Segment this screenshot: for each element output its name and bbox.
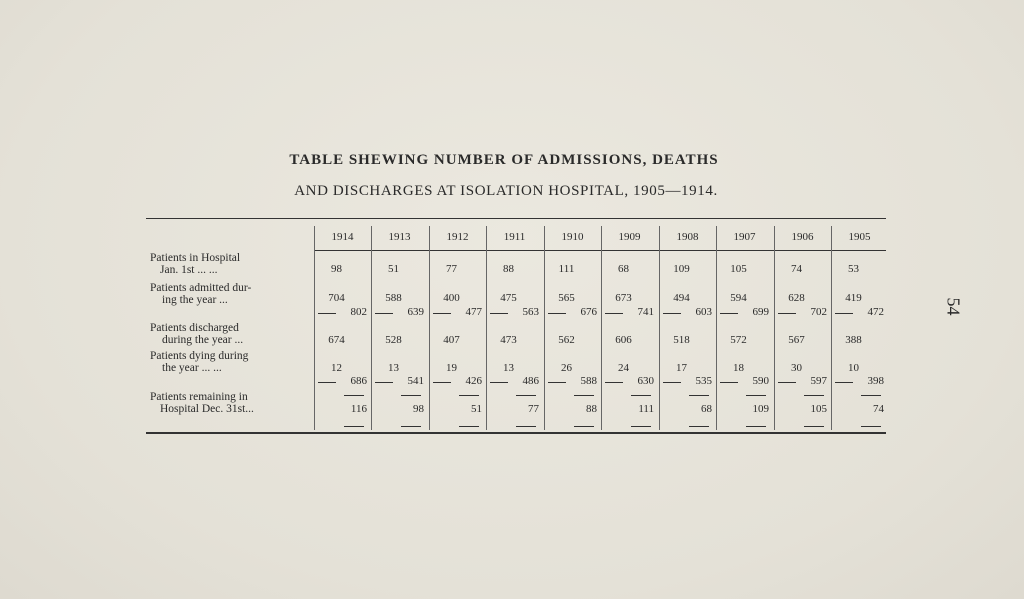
subtotal-dying: 541 <box>407 375 424 387</box>
subtotal-admitted: 472 <box>867 306 884 318</box>
cell-in_hospital: 98 <box>331 263 342 275</box>
subtotal-dash <box>778 382 796 383</box>
year-header: 1914 <box>331 231 354 243</box>
cell-dying: 19 <box>446 362 457 374</box>
cell-remaining: 88 <box>586 403 597 415</box>
column-divider <box>314 226 315 430</box>
subtotal-dash <box>375 382 393 383</box>
year-header: 1913 <box>388 231 411 243</box>
subtotal-admitted: 741 <box>637 306 654 318</box>
cell-dying: 13 <box>388 362 399 374</box>
subtotal-admitted: 639 <box>407 306 424 318</box>
cell-in_hospital: 74 <box>791 263 802 275</box>
cell-admitted: 628 <box>788 292 805 304</box>
subtotal-dash <box>720 313 738 314</box>
cell-discharged: 388 <box>845 334 862 346</box>
sum-rule <box>344 426 364 427</box>
cell-discharged: 473 <box>500 334 517 346</box>
header-bottom-rule <box>314 250 886 251</box>
subtotal-admitted: 802 <box>350 306 367 318</box>
subtotal-dying: 597 <box>810 375 827 387</box>
cell-remaining: 98 <box>413 403 424 415</box>
cell-in_hospital: 51 <box>388 263 399 275</box>
sum-rule <box>861 426 881 427</box>
page-number: 54 <box>943 297 964 316</box>
row-label-dying-cont: the year ... ... <box>162 362 222 374</box>
sum-rule <box>804 426 824 427</box>
cell-dying: 13 <box>503 362 514 374</box>
subtotal-dash <box>490 313 508 314</box>
column-divider <box>831 226 832 430</box>
subtotal-dash <box>835 313 853 314</box>
cell-discharged: 606 <box>615 334 632 346</box>
cell-admitted: 565 <box>558 292 575 304</box>
cell-dying: 12 <box>331 362 342 374</box>
sum-rule <box>574 426 594 427</box>
year-header: 1910 <box>561 231 584 243</box>
sum-rule <box>516 395 536 396</box>
cell-remaining: 105 <box>810 403 827 415</box>
subtotal-dying: 588 <box>580 375 597 387</box>
cell-remaining: 111 <box>638 403 654 415</box>
table-bottom-rule <box>146 432 886 434</box>
subtotal-admitted: 702 <box>810 306 827 318</box>
cell-discharged: 572 <box>730 334 747 346</box>
cell-admitted: 475 <box>500 292 517 304</box>
subtotal-dash <box>835 382 853 383</box>
cell-in_hospital: 68 <box>618 263 629 275</box>
subtotal-dying: 398 <box>867 375 884 387</box>
cell-discharged: 528 <box>385 334 402 346</box>
year-header: 1909 <box>618 231 641 243</box>
column-divider <box>716 226 717 430</box>
subtotal-dash <box>548 382 566 383</box>
row-label-discharged-cont: during the year ... <box>162 334 244 346</box>
cell-in_hospital: 109 <box>673 263 690 275</box>
subtotal-dash <box>720 382 738 383</box>
subtotal-admitted: 699 <box>752 306 769 318</box>
sum-rule <box>401 426 421 427</box>
column-divider <box>486 226 487 430</box>
cell-in_hospital: 53 <box>848 263 859 275</box>
cell-remaining: 68 <box>701 403 712 415</box>
sum-rule <box>574 395 594 396</box>
subtotal-dying: 535 <box>695 375 712 387</box>
cell-in_hospital: 77 <box>446 263 457 275</box>
sum-rule <box>344 395 364 396</box>
year-header: 1905 <box>848 231 871 243</box>
cell-admitted: 588 <box>385 292 402 304</box>
cell-dying: 24 <box>618 362 629 374</box>
sum-rule <box>689 395 709 396</box>
subtotal-dash <box>605 313 623 314</box>
cell-discharged: 407 <box>443 334 460 346</box>
cell-admitted: 494 <box>673 292 690 304</box>
cell-admitted: 400 <box>443 292 460 304</box>
sum-rule <box>459 395 479 396</box>
row-label-remaining-cont: Hospital Dec. 31st... <box>160 403 254 415</box>
row-label-in_hospital: Patients in Hospital <box>150 252 241 264</box>
row-label-remaining: Patients remaining in <box>150 391 248 403</box>
row-label-admitted-cont: ing the year ... <box>162 294 228 306</box>
cell-dying: 26 <box>561 362 572 374</box>
cell-discharged: 674 <box>328 334 345 346</box>
sum-rule <box>861 395 881 396</box>
sum-rule <box>459 426 479 427</box>
column-divider <box>659 226 660 430</box>
cell-dying: 30 <box>791 362 802 374</box>
sum-rule <box>689 426 709 427</box>
cell-in_hospital: 111 <box>558 263 575 275</box>
subtotal-admitted: 603 <box>695 306 712 318</box>
subtotal-dash <box>318 313 336 314</box>
year-header: 1911 <box>503 231 526 243</box>
cell-discharged: 567 <box>788 334 805 346</box>
year-header: 1906 <box>791 231 814 243</box>
subtotal-dash <box>318 382 336 383</box>
table-title-line-2: AND DISCHARGES AT ISOLATION HOSPITAL, 1905—1914. <box>294 183 718 199</box>
cell-discharged: 518 <box>673 334 690 346</box>
subtotal-dash <box>548 313 566 314</box>
cell-discharged: 562 <box>558 334 575 346</box>
table-top-rule <box>146 218 886 219</box>
cell-dying: 10 <box>848 362 859 374</box>
cell-dying: 17 <box>676 362 687 374</box>
subtotal-dying: 426 <box>465 375 482 387</box>
cell-remaining: 51 <box>471 403 482 415</box>
subtotal-dying: 590 <box>752 375 769 387</box>
subtotal-dash <box>375 313 393 314</box>
cell-remaining: 77 <box>528 403 539 415</box>
year-header: 1912 <box>446 231 469 243</box>
cell-in_hospital: 88 <box>503 263 514 275</box>
cell-admitted: 673 <box>615 292 632 304</box>
cell-admitted: 594 <box>730 292 747 304</box>
cell-dying: 18 <box>733 362 744 374</box>
sum-rule <box>516 426 536 427</box>
column-divider <box>774 226 775 430</box>
row-label-discharged: Patients discharged <box>150 322 239 334</box>
sum-rule <box>746 395 766 396</box>
sum-rule <box>804 395 824 396</box>
subtotal-dash <box>663 382 681 383</box>
sum-rule <box>631 395 651 396</box>
cell-remaining: 74 <box>873 403 884 415</box>
subtotal-dash <box>433 313 451 314</box>
year-header: 1908 <box>676 231 699 243</box>
subtotal-admitted: 477 <box>465 306 482 318</box>
subtotal-dash <box>433 382 451 383</box>
cell-admitted: 419 <box>845 292 862 304</box>
sum-rule <box>631 426 651 427</box>
subtotal-dying: 686 <box>350 375 367 387</box>
subtotal-dying: 630 <box>637 375 654 387</box>
row-label-in_hospital-cont: Jan. 1st ... ... <box>160 264 218 276</box>
column-divider <box>601 226 602 430</box>
subtotal-dying: 486 <box>522 375 539 387</box>
subtotal-admitted: 563 <box>522 306 539 318</box>
subtotal-dash <box>490 382 508 383</box>
cell-admitted: 704 <box>328 292 345 304</box>
subtotal-dash <box>778 313 796 314</box>
cell-in_hospital: 105 <box>730 263 747 275</box>
column-divider <box>544 226 545 430</box>
cell-remaining: 109 <box>752 403 769 415</box>
subtotal-dash <box>605 382 623 383</box>
subtotal-admitted: 676 <box>580 306 597 318</box>
table-title-line-1: TABLE SHEWING NUMBER OF ADMISSIONS, DEATHS <box>289 152 719 168</box>
year-header: 1907 <box>733 231 756 243</box>
sum-rule <box>746 426 766 427</box>
sum-rule <box>401 395 421 396</box>
row-label-dying: Patients dying during <box>150 350 249 362</box>
column-divider <box>429 226 430 430</box>
cell-remaining: 116 <box>350 403 367 415</box>
subtotal-dash <box>663 313 681 314</box>
row-label-admitted: Patients admitted dur- <box>150 282 252 294</box>
column-divider <box>371 226 372 430</box>
